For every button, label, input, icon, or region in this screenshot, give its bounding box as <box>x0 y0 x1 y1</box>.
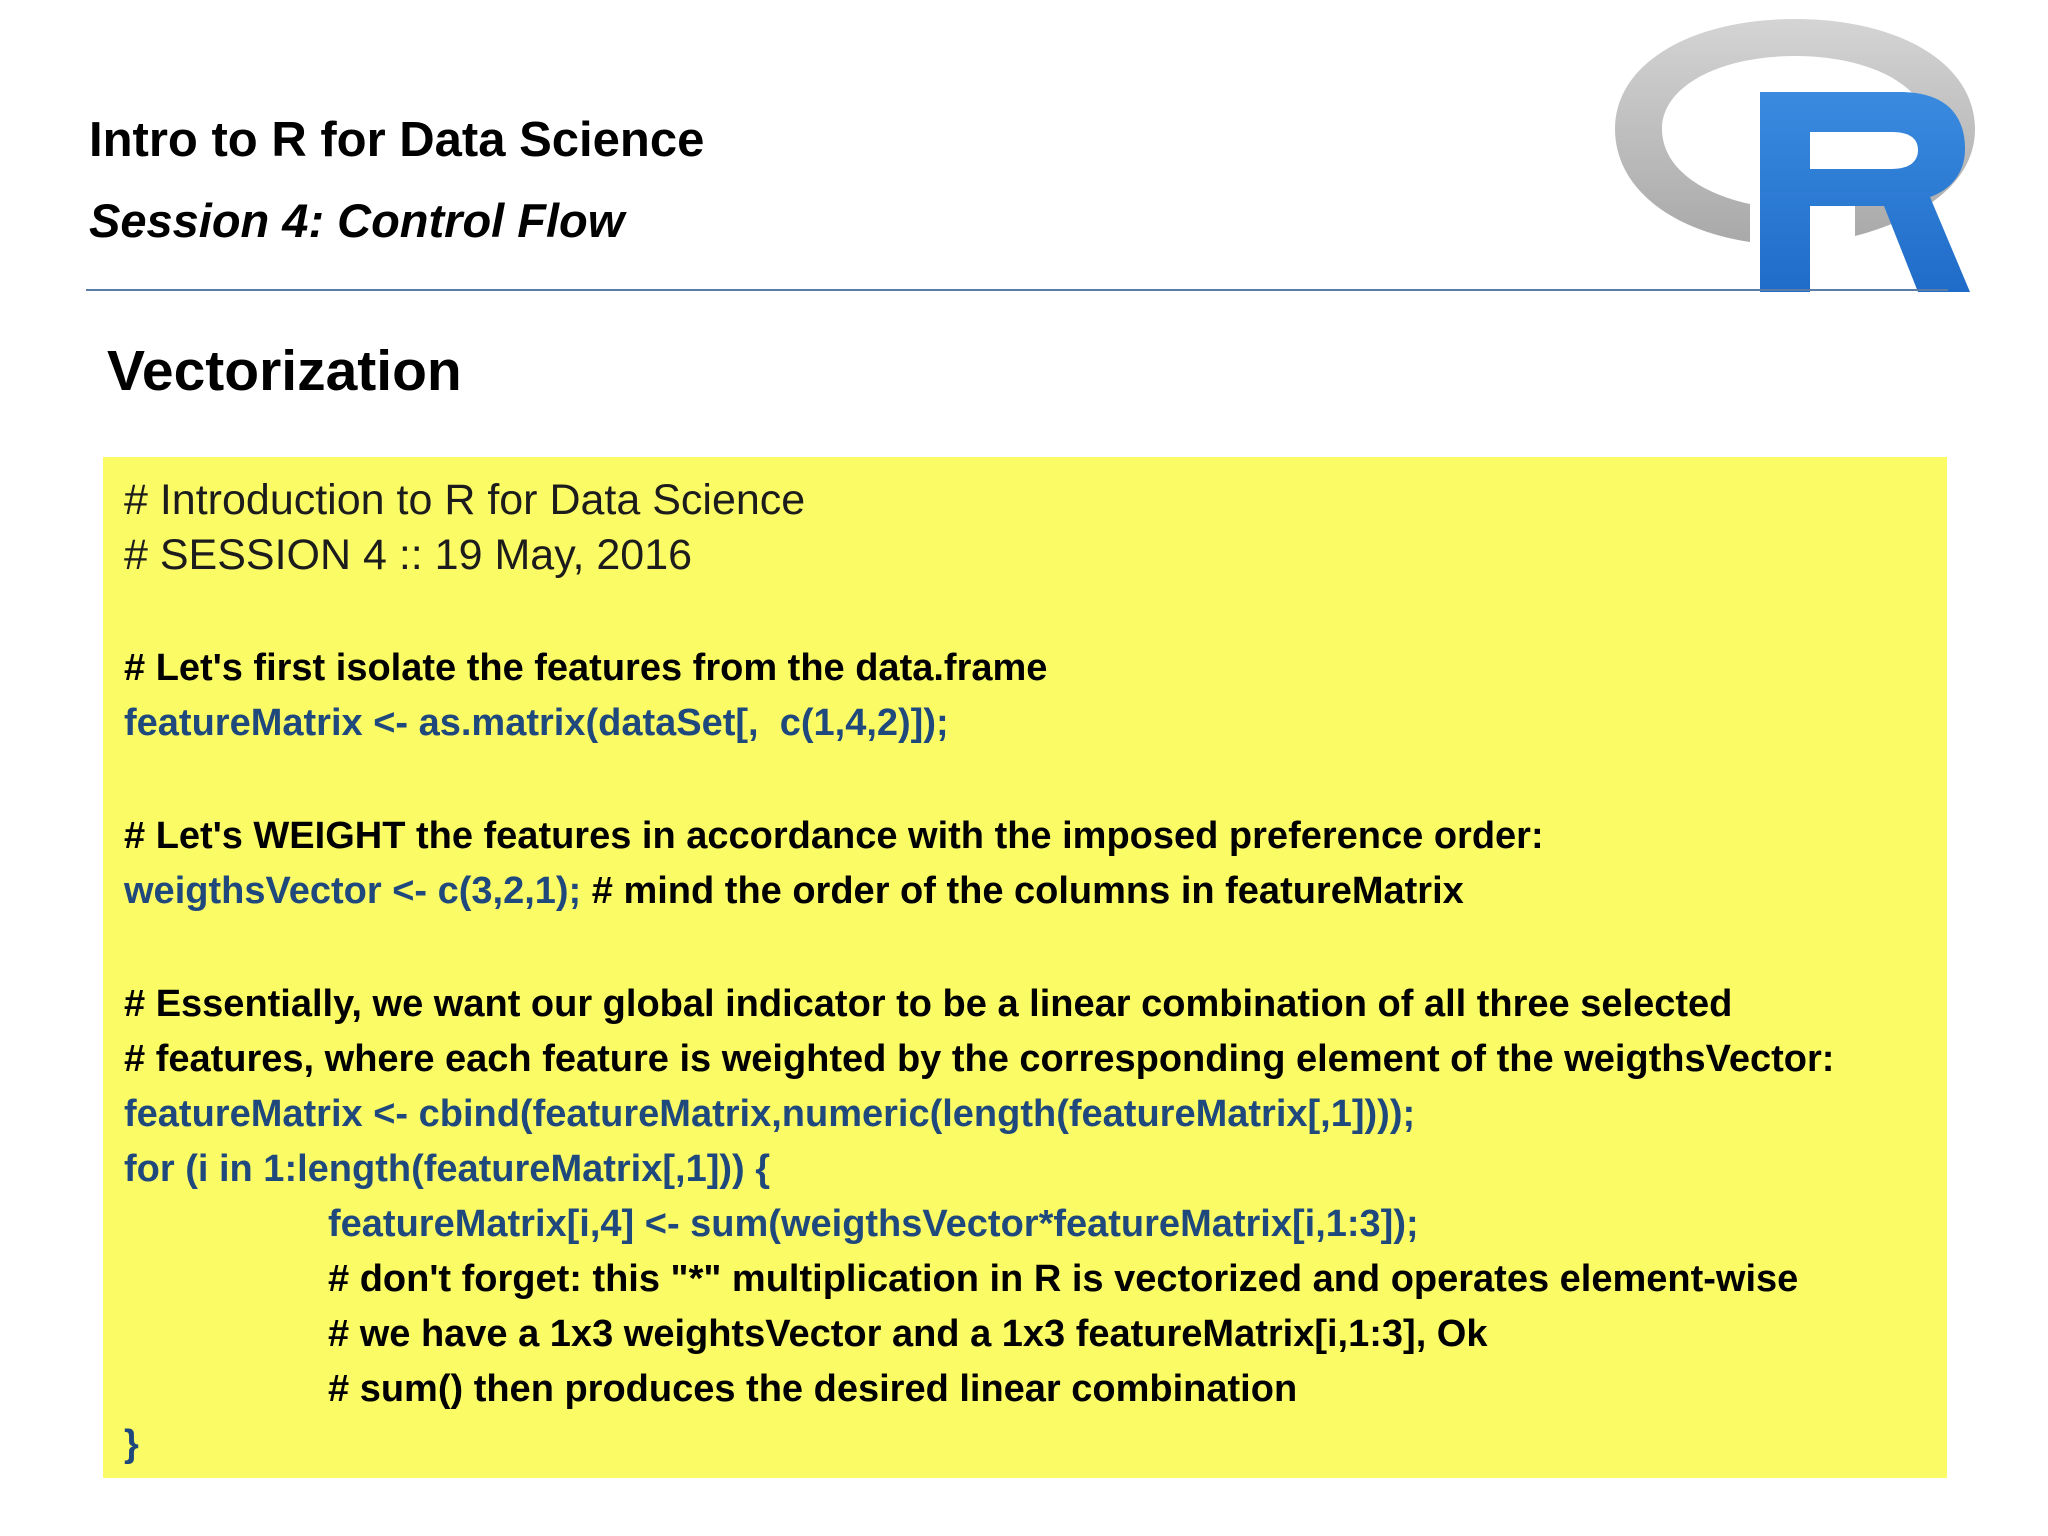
comment-features-weighted: # features, where each feature is weighted by the corresponding element of the weigthsVector: <box>124 1038 1835 1080</box>
code-weights-vector: weigthsVector <- c(3,2,1); <box>124 870 592 912</box>
header-divider <box>86 289 1948 291</box>
comment-isolate-features: # Let's first isolate the features from the data.frame <box>124 647 1048 689</box>
code-cbind: featureMatrix <- cbind(featureMatrix,numeric(length(featureMatrix[,1]))); <box>124 1093 1416 1135</box>
course-title: Intro to R for Data Science <box>89 113 705 167</box>
code-for-loop: for (i in 1:length(featureMatrix[,1])) { <box>124 1148 771 1190</box>
comment-weight-features: # Let's WEIGHT the features in accordance with the imposed preference order: <box>124 815 1544 857</box>
code-intro-line-1: # Introduction to R for Data Science <box>124 476 806 524</box>
comment-essentially: # Essentially, we want our global indicator to be a linear combination of all three selected <box>124 983 1733 1025</box>
r-letter <box>1760 92 1970 292</box>
comment-weights-vector: # mind the order of the columns in featureMatrix <box>591 870 1464 912</box>
code-weights-vector-line <box>124 864 1947 919</box>
r-logo-icon <box>1600 14 1990 294</box>
comment-dont-forget: # don't forget: this "*" multiplication in R is vectorized and operates element-wise <box>328 1258 1799 1300</box>
comment-we-have: # we have a 1x3 weightsVector and a 1x3 featureMatrix[i,1:3], Ok <box>328 1313 1488 1355</box>
session-title: Session 4: Control Flow <box>89 194 625 247</box>
blank-line <box>124 583 1947 641</box>
code-block <box>103 457 1947 1478</box>
code-sum-assignment: featureMatrix[i,4] <- sum(weigthsVector*featureMatrix[i,1:3]); <box>328 1203 1419 1245</box>
comment-sum-produces: # sum() then produces the desired linear combination <box>328 1368 1298 1410</box>
code-feature-matrix: featureMatrix <- as.matrix(dataSet[, c(1,4,2)]); <box>124 702 949 744</box>
blank-line <box>124 751 1947 809</box>
code-intro-line-2: # SESSION 4 :: 19 May, 2016 <box>124 531 693 579</box>
section-title: Vectorization <box>107 339 462 403</box>
code-close-brace: } <box>124 1423 139 1465</box>
blank-line <box>124 919 1947 977</box>
